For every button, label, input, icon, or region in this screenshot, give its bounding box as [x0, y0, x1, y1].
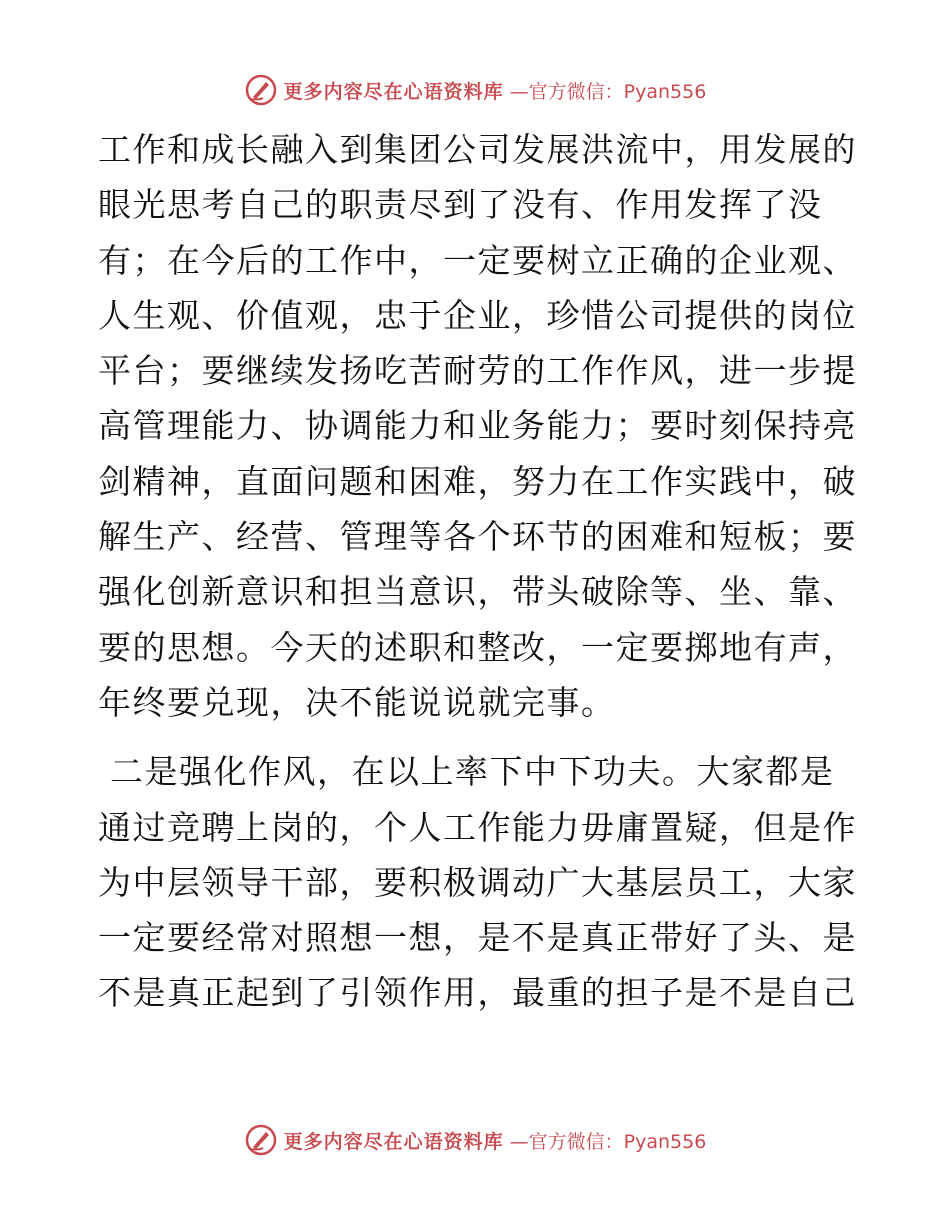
paragraph-2: 二是强化作风，在以上率下中下功夫。大家都是通过竞聘上岗的，个人工作能力毋庸置疑，但是作为中层领导干部，要积极调动广大基层员工，大家一定要经常对照想一想，是不是真正带好了头、是不是真正起到了引领作用，最重的担子是不是自己: [98, 752, 857, 1013]
document-body: [98, 122, 858, 1021]
paragraph-1: 工作和成长融入到集团公司发展洪流中，用发展的眼光思考自己的职责尽到了没有、作用发挥了没有；在今后的工作中，一定要树立正确的企业观、人生观、价值观，忠于企业，珍惜公司提供的岗位平台；要继续发扬吃苦耐劳的工作作风，进一步提高管理能力、协调能力和业务能力；要时刻保持亮剑精神，直面问题和困难，努力在工作实践中，破解生产、经营、管理等各个环节的困难和短板；要强化创新意识和担当意识，带头破除等、坐、靠、要的思想。今天的述职和整改，一定要掷地有声，年终要兑现，决不能说说就完事。: [98, 130, 857, 722]
footer-banner-title: 更多内容尽在心语资料库: [283, 1130, 504, 1153]
header-banner-title: 更多内容尽在心语资料库: [283, 80, 504, 103]
header-banner-wechat: —官方微信：Pyan556: [509, 80, 707, 103]
page-footer: [0, 1120, 950, 1160]
footer-banner: [244, 1123, 707, 1157]
quill-seal-icon: [244, 73, 278, 107]
footer-banner-wechat: —官方微信：Pyan556: [509, 1130, 707, 1153]
page-header: [0, 70, 950, 110]
quill-seal-icon: [244, 1123, 278, 1157]
header-banner: [244, 73, 707, 107]
